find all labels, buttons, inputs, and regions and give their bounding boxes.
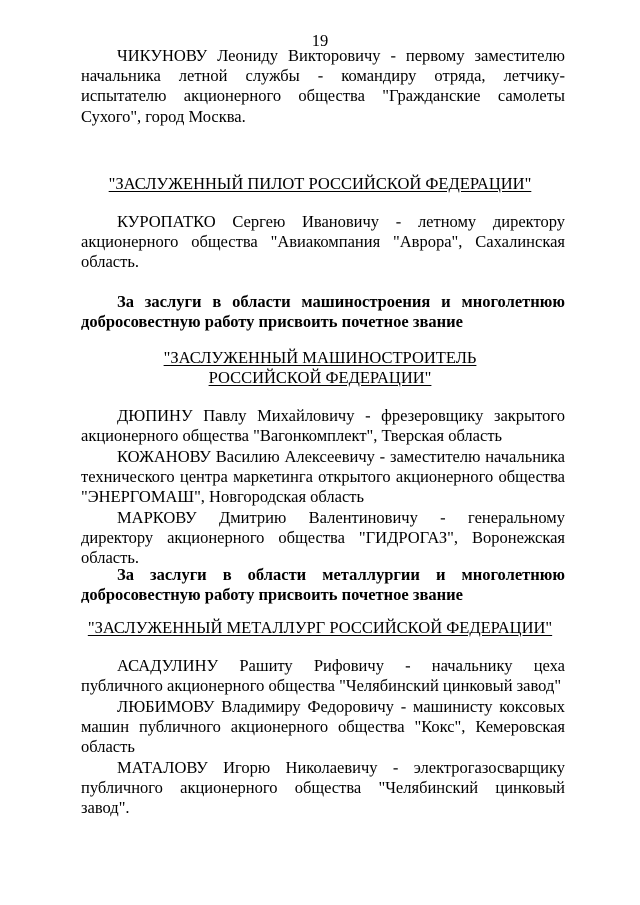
award-heading-metallurgy: За заслуги в области металлургии и многолетнюю добросовестную работу присвоить почетное звание — [81, 565, 565, 605]
award-title-machine-builder-line1: "ЗАСЛУЖЕННЫЙ МАШИНОСТРОИТЕЛЬ — [163, 348, 477, 367]
award-title-metallurgist: "ЗАСЛУЖЕННЫЙ МЕТАЛЛУРГ РОССИЙСКОЙ ФЕДЕРАЦИИ" — [87, 618, 553, 637]
award-entry-matalov: МАТАЛОВУ Игорю Николаевичу - электрогазосварщику публичного акционерного общества "Челябинский цинковый завод". — [81, 758, 565, 818]
award-title-machine-builder-line2: РОССИЙСКОЙ ФЕДЕРАЦИИ" — [208, 368, 432, 387]
award-entry-markov: МАРКОВУ Дмитрию Валентиновичу - генеральному директору акционерного общества "ГИДРОГАЗ", Воронежская область. — [81, 508, 565, 568]
award-entry-chikunov: ЧИКУНОВУ Леониду Викторовичу - первому заместителю начальника летной службы - командиру отряда, летчику-испытателю акционерного общества "Гражданские самолеты Сухого", город Москва. — [81, 46, 565, 126]
award-entry-asadulin: АСАДУЛИНУ Рашиту Рифовичу - начальнику цеха публичного акционерного общества "Челябинский цинковый завод" — [81, 656, 565, 696]
award-heading-machine-building: За заслуги в области машиностроения и многолетнюю добросовестную работу присвоить почетное звание — [81, 292, 565, 332]
award-entry-lyubimov: ЛЮБИМОВУ Владимиру Федоровичу - машинисту коксовых машин публичного акционерного общества "Кокс", Кемеровская область — [81, 697, 565, 757]
award-entry-kuropatko: КУРОПАТКО Сергею Ивановичу - летному директору акционерного общества "Авиакомпания "Аврора", Сахалинская область. — [81, 212, 565, 272]
award-entry-kozhanov: КОЖАНОВУ Василию Алексеевичу - заместителю начальника технического центра маркетинга открытого акционерного общества "ЭНЕРГОМАШ", Новгородская область — [81, 447, 565, 507]
award-title-pilot: "ЗАСЛУЖЕННЫЙ ПИЛОТ РОССИЙСКОЙ ФЕДЕРАЦИИ" — [108, 174, 532, 193]
page-number: 19 — [311, 31, 329, 50]
award-entry-dyupin: ДЮПИНУ Павлу Михайловичу - фрезеровщику закрытого акционерного общества "Вагонкомплект", Тверская область — [81, 406, 565, 446]
